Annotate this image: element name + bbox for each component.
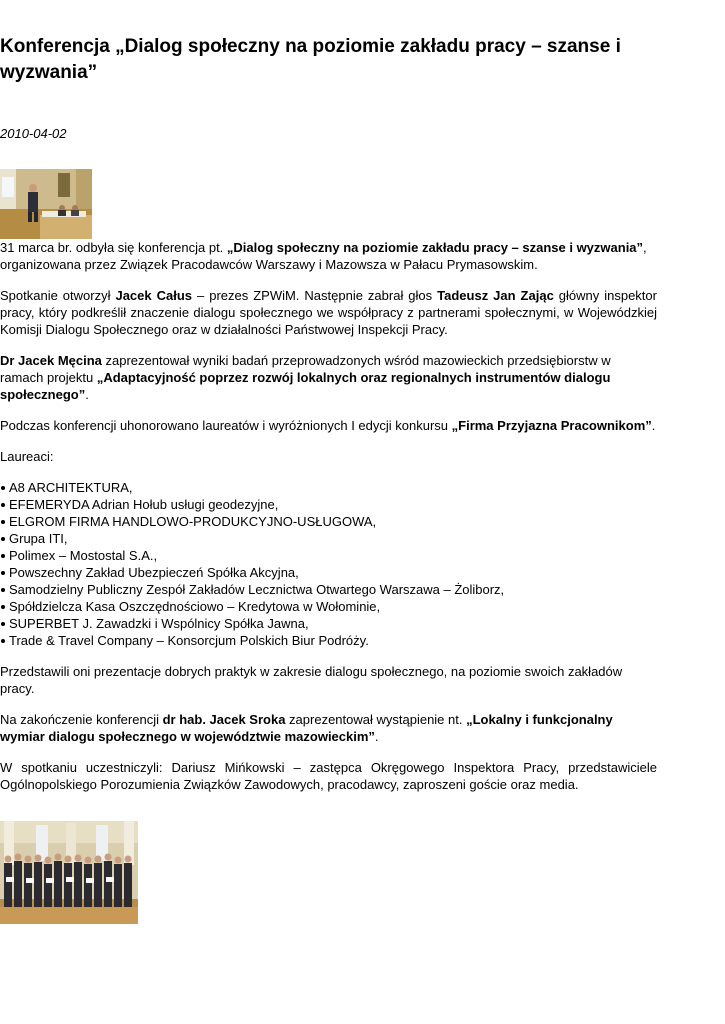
laureates-group-photo <box>0 821 138 924</box>
paragraph-closing: Na zakończenie konferencji dr hab. Jacek Sroka zaprezentował wystąpienie nt. „Lokalny i funkcjonalny wymiar dialogu społecznego w województwie mazowieckim”. <box>0 712 613 744</box>
paragraph-opening: Spotkanie otworzył Jacek Całus – prezes ZPWiM. Następnie zabrał głos Tadeusz Jan Zając główny inspektor pracy, który podkreślił znaczenie dialogu społecznego we współpracy z partnerami społecznymi, w Wojewódzkiej Komisji Dialogu Społecznego oraz w działalności Państwowej Inspekcji Pracy. <box>0 288 657 337</box>
conference-speaker-photo <box>0 169 92 239</box>
list-item: ELGROM FIRMA HANDLOWO-PRODUKCYJNO-USŁUGOWA, <box>0 513 657 530</box>
list-item: Spółdzielcza Kasa Oszczędnościowo – Kredytowa w Wołominie, <box>0 598 657 615</box>
paragraph-participants: W spotkaniu uczestniczyli: Dariusz Mińkowski – zastępca Okręgowego Inspektora Pracy, przedstawiciele Ogólnopolskiego Porozumienia Związków Zawodowych, pracodawcy, zaproszeni goście oraz media. <box>0 760 657 792</box>
list-item: Samodzielny Publiczny Zespół Zakładów Lecznictwa Otwartego Warszawa – Żoliborz, <box>0 581 657 598</box>
paragraph-intro: 31 marca br. odbyła się konferencja pt. „Dialog społeczny na poziomie zakładu pracy – szanse i wyzwania”, organizowana przez Związek Pracodawców Warszawy i Mazowsza w Pałacu Prymasowskim. <box>0 240 647 272</box>
list-item: Powszechny Zakład Ubezpieczeń Spółka Akcyjna, <box>0 564 657 581</box>
laureates-label: Laureaci: <box>0 449 54 464</box>
paragraph-contest: Podczas konferencji uhonorowano laureatów i wyróżnionych I edycji konkursu „Firma Przyjazna Pracownikom”. <box>0 418 656 433</box>
list-item: EFEMERYDA Adrian Hołub usługi geodezyjne, <box>0 496 657 513</box>
paragraph-practices: Przedstawili oni prezentacje dobrych praktyk w zakresie dialogu społecznego, na poziomie swoich zakładów pracy. <box>0 664 623 696</box>
paragraph-research: Dr Jacek Męcina zaprezentował wyniki badań przeprowadzonych wśród mazowieckich przedsiębiorstw w ramach projektu „Adaptacyjność poprzez rozwój lokalnych oraz regionalnych instrumentów dialogu społecznego”. <box>0 353 611 402</box>
list-item: Grupa ITI, <box>0 530 657 547</box>
list-item: Polimex – Mostostal S.A., <box>0 547 657 564</box>
list-item: Trade & Travel Company – Konsorcjum Polskich Biur Podróży. <box>0 632 657 649</box>
list-item: A8 ARCHITEKTURA, <box>0 479 657 496</box>
article-title: Konferencja „Dialog społeczny na poziomie zakładu pracy – szanse i wyzwania” <box>0 36 621 83</box>
list-item: SUPERBET J. Zawadzki i Wspólnicy Spółka Jawna, <box>0 615 657 632</box>
article-date: 2010-04-02 <box>0 126 67 141</box>
article-body <box>0 239 657 807</box>
laureates-list <box>0 479 657 649</box>
